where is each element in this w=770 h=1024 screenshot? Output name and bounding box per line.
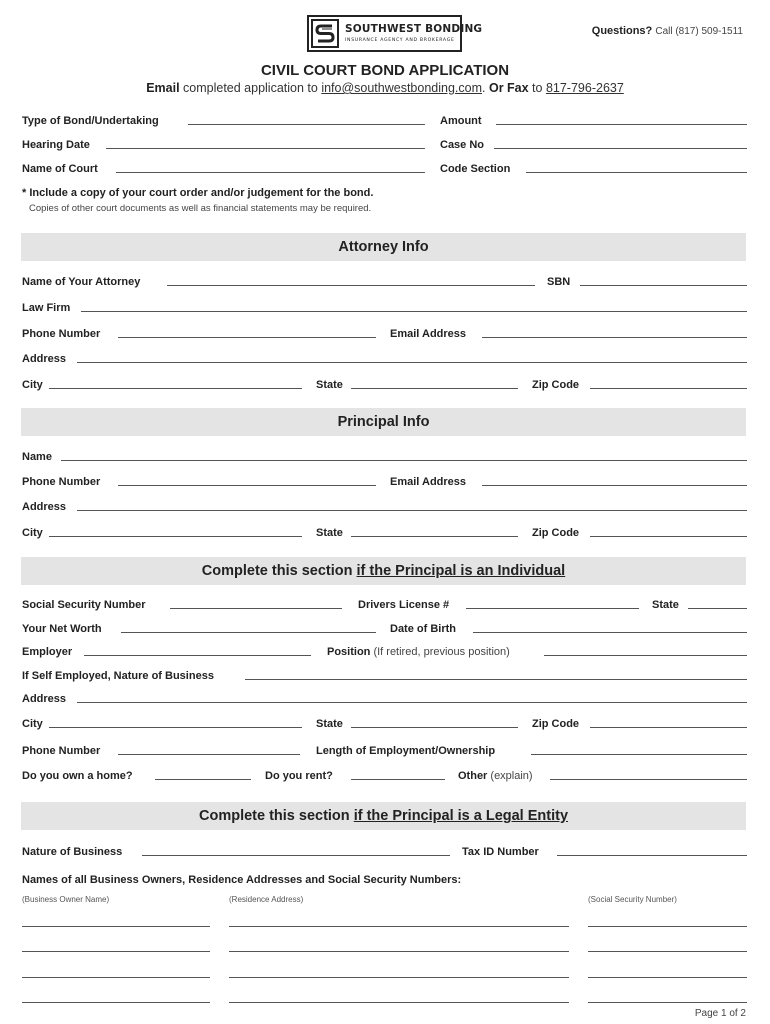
logo-tagline: INSURANCE AGENCY AND BROKERAGE xyxy=(345,38,455,43)
individual-phone-label: Phone Number xyxy=(22,745,101,757)
attorney-email-field[interactable] xyxy=(482,337,747,338)
email-link[interactable]: info@southwestbonding.com xyxy=(321,81,483,95)
principal-phone-label: Phone Number xyxy=(22,476,101,488)
principal-zip-label: Zip Code xyxy=(532,527,580,539)
attorney-phone-label: Phone Number xyxy=(22,328,101,340)
principal-email-field[interactable] xyxy=(482,485,747,486)
own-home-label: Do you own a home? xyxy=(22,770,133,782)
ssn-column-header: (Social Security Number) xyxy=(588,895,677,904)
attorney-city-field[interactable] xyxy=(49,388,302,389)
other-label-text: Other xyxy=(458,770,488,782)
principal-address-field[interactable] xyxy=(77,510,747,511)
questions-phone: Call (817) 509-1511 xyxy=(655,26,743,37)
fax-word: Or Fax xyxy=(485,81,529,95)
ssn-field[interactable] xyxy=(170,608,342,609)
drivers-license-field[interactable] xyxy=(466,608,639,609)
law-firm-field[interactable] xyxy=(81,311,747,312)
principal-zip-field[interactable] xyxy=(590,536,747,537)
amount-field[interactable] xyxy=(496,124,747,125)
dl-state-field[interactable] xyxy=(688,608,747,609)
owner-ssn-field-2[interactable] xyxy=(588,951,747,952)
position-label-text: Position xyxy=(327,646,371,658)
fax-number-link[interactable]: 817-796-2637 xyxy=(545,81,624,95)
individual-address-field[interactable] xyxy=(77,702,747,703)
hearing-date-label: Hearing Date xyxy=(22,139,90,151)
employer-label: Employer xyxy=(22,646,73,658)
attorney-name-label: Name of Your Attorney xyxy=(22,276,141,288)
case-no-field[interactable] xyxy=(494,148,747,149)
other-label xyxy=(458,770,533,783)
nature-business-label: Nature of Business xyxy=(22,846,123,858)
attorney-zip-label: Zip Code xyxy=(532,379,580,391)
position-label xyxy=(327,646,510,659)
attorney-name-field[interactable] xyxy=(167,285,535,286)
principal-state-label: State xyxy=(316,527,343,539)
net-worth-field[interactable] xyxy=(121,632,376,633)
individual-section-title xyxy=(21,563,746,579)
self-employed-field[interactable] xyxy=(245,679,747,680)
company-logo xyxy=(307,15,483,52)
principal-name-field[interactable] xyxy=(61,460,747,461)
tax-id-label: Tax ID Number xyxy=(462,846,539,858)
email-instruction: completed application to xyxy=(179,81,322,95)
individual-section-header xyxy=(21,557,746,585)
form-title: CIVIL COURT BOND APPLICATION xyxy=(260,62,510,79)
documents-note: Copies of other court documents as well as financial statements may be required. xyxy=(29,203,372,214)
form-subtitle xyxy=(0,81,770,95)
principal-address-label: Address xyxy=(22,501,67,513)
owner-name-column-header: (Business Owner Name) xyxy=(22,895,110,904)
net-worth-label: Your Net Worth xyxy=(22,623,102,635)
residence-address-field-1[interactable] xyxy=(229,926,569,927)
self-employed-label: If Self Employed, Nature of Business xyxy=(22,670,214,682)
position-field[interactable] xyxy=(544,655,747,656)
dl-state-label: State xyxy=(652,599,679,611)
nature-business-field[interactable] xyxy=(142,855,450,856)
principal-phone-field[interactable] xyxy=(118,485,376,486)
owner-ssn-field-4[interactable] xyxy=(588,1002,747,1003)
owner-name-field-1[interactable] xyxy=(22,926,210,927)
principal-info-title: Principal Info xyxy=(337,414,430,430)
attorney-email-label: Email Address xyxy=(390,328,467,340)
amount-label: Amount xyxy=(440,115,482,127)
individual-phone-field[interactable] xyxy=(118,754,300,755)
court-order-note: * Include a copy of your court order and/or judgement for the bond. xyxy=(22,187,374,199)
owner-name-field-4[interactable] xyxy=(22,1002,210,1003)
attorney-address-field[interactable] xyxy=(77,362,747,363)
principal-city-label: City xyxy=(22,527,43,539)
individual-state-label: State xyxy=(316,718,343,730)
court-name-field[interactable] xyxy=(116,172,425,173)
bond-type-field[interactable] xyxy=(188,124,425,125)
attorney-state-label: State xyxy=(316,379,343,391)
owners-label: Names of all Business Owners, Residence Addresses and Social Security Numbers: xyxy=(22,874,462,886)
attorney-info-header xyxy=(21,233,746,261)
attorney-city-label: City xyxy=(22,379,43,391)
residence-address-field-2[interactable] xyxy=(229,951,569,952)
principal-email-label: Email Address xyxy=(390,476,467,488)
questions-label: Questions? xyxy=(591,25,653,37)
principal-state-field[interactable] xyxy=(351,536,518,537)
individual-title-condition: if the Principal is an Individual xyxy=(356,563,566,579)
code-section-label: Code Section xyxy=(440,163,511,175)
employer-field[interactable] xyxy=(84,655,311,656)
tax-id-field[interactable] xyxy=(557,855,747,856)
attorney-address-label: Address xyxy=(22,353,67,365)
own-home-field[interactable] xyxy=(155,779,251,780)
drivers-license-label: Drivers License # xyxy=(358,599,450,611)
court-name-label: Name of Court xyxy=(22,163,98,175)
bond-type-label: Type of Bond/Undertaking xyxy=(22,115,159,127)
owner-ssn-field-1[interactable] xyxy=(588,926,747,927)
residence-address-column-header: (Residence Address) xyxy=(229,895,304,904)
length-employment-field[interactable] xyxy=(531,754,747,755)
owner-name-field-2[interactable] xyxy=(22,951,210,952)
dob-field[interactable] xyxy=(473,632,747,633)
entity-section-title xyxy=(21,808,746,824)
case-no-label: Case No xyxy=(440,139,485,151)
law-firm-label: Law Firm xyxy=(22,302,71,314)
sbn-field[interactable] xyxy=(580,285,747,286)
residence-address-field-4[interactable] xyxy=(229,1002,569,1003)
sbn-label: SBN xyxy=(547,276,571,288)
rent-label: Do you rent? xyxy=(265,770,333,782)
southwest-bonding-logo-icon xyxy=(311,19,339,48)
questions-contact xyxy=(592,25,743,37)
hearing-date-field[interactable] xyxy=(106,148,425,149)
logo-company-name: SOUTHWEST BONDING xyxy=(345,23,483,35)
individual-city-field[interactable] xyxy=(49,727,302,728)
entity-title-prefix: Complete this section xyxy=(198,808,354,824)
owner-ssn-field-3[interactable] xyxy=(588,977,747,978)
other-note: (explain) xyxy=(487,770,533,782)
page-number: Page 1 of 2 xyxy=(694,1008,746,1019)
individual-zip-label: Zip Code xyxy=(532,718,580,730)
position-note: (If retired, previous position) xyxy=(370,646,510,658)
ssn-label: Social Security Number xyxy=(22,599,146,611)
principal-name-label: Name xyxy=(22,451,52,463)
attorney-info-title: Attorney Info xyxy=(338,239,429,255)
individual-city-label: City xyxy=(22,718,43,730)
length-employment-label: Length of Employment/Ownership xyxy=(316,745,496,757)
fax-instruction: to xyxy=(528,81,546,95)
attorney-zip-field[interactable] xyxy=(590,388,747,389)
email-period: . xyxy=(482,81,486,95)
attorney-state-field[interactable] xyxy=(351,388,518,389)
individual-title-prefix: Complete this section xyxy=(201,563,357,579)
residence-address-field-3[interactable] xyxy=(229,977,569,978)
principal-info-header xyxy=(21,408,746,436)
owner-name-field-3[interactable] xyxy=(22,977,210,978)
other-field[interactable] xyxy=(550,779,747,780)
individual-state-field[interactable] xyxy=(351,727,518,728)
rent-field[interactable] xyxy=(351,779,445,780)
attorney-phone-field[interactable] xyxy=(118,337,376,338)
individual-zip-field[interactable] xyxy=(590,727,747,728)
individual-address-label: Address xyxy=(22,693,67,705)
entity-title-condition: if the Principal is a Legal Entity xyxy=(353,808,569,824)
entity-section-header xyxy=(21,802,746,830)
dob-label: Date of Birth xyxy=(390,623,456,635)
code-section-field[interactable] xyxy=(526,172,747,173)
principal-city-field[interactable] xyxy=(49,536,302,537)
email-word: Email xyxy=(146,81,180,95)
